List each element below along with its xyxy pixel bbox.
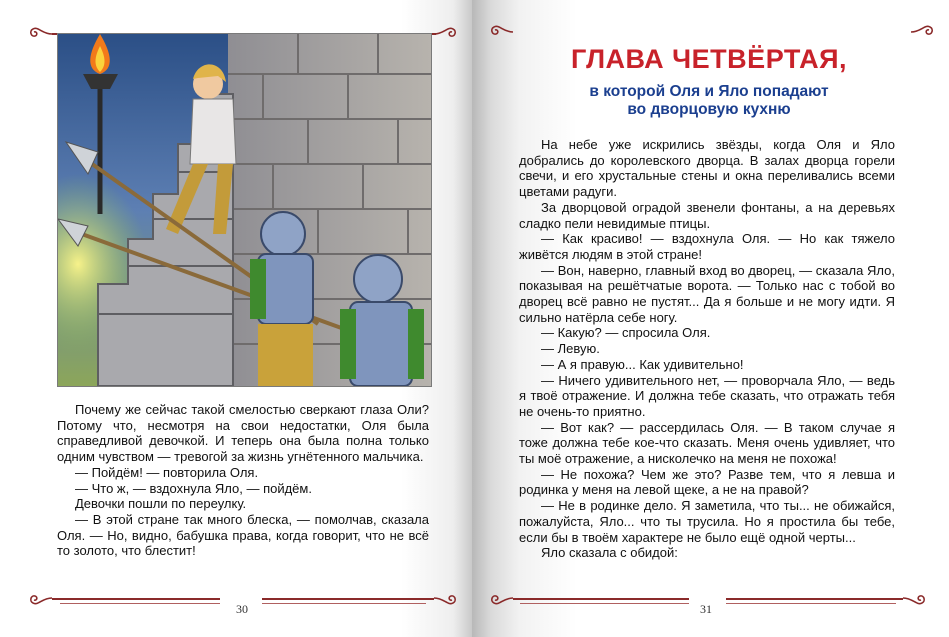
illustration-scene: [58, 34, 431, 386]
paragraph: — Вон, наверно, главный вход во дворец, — сказала Яло, показывая на решётчатые ворота. — Только нас с тобой во дворец всё равно не пустят... Да я больше и не могу идти. Я сильно натёрла себе ногу.: [519, 262, 895, 325]
chapter-title: ГЛАВА ЧЕТВЁРТАЯ,: [570, 44, 848, 74]
page-number: 30: [236, 602, 248, 616]
left-page-text: [57, 402, 429, 559]
paragraph: — Ничего удивительного нет, — проворчала Яло, — ведь я твоё отражение. И должна тебе сказать, что отражать тебя не очень-то приятно.: [519, 372, 895, 419]
frame-bottom-right-thin: [262, 603, 426, 604]
paragraph: — Как красиво! — вздохнула Оля. — Но как тяжело живётся людям в этой стране!: [519, 231, 895, 262]
corner-ornament-icon: [909, 22, 935, 42]
paragraph: — Не похожа? Чем же это? Разве тем, что я левша и родинка у меня на левой щеке, а не на правой?: [519, 466, 895, 498]
chapter-subtitle-line1: в которой Оля и Яло попадают: [589, 83, 829, 100]
chapter-subtitle-line2: во дворцовую кухню: [627, 101, 791, 118]
corner-ornament-icon: [432, 588, 458, 608]
page-number: 31: [700, 602, 712, 616]
corner-ornament-icon: [489, 22, 515, 42]
right-page-text: [519, 137, 895, 561]
paragraph: — Какую? — спросила Оля.: [541, 325, 711, 341]
frame-bottom-right: [726, 598, 903, 600]
paragraph: Девочки пошли по переулку.: [75, 496, 247, 512]
paragraph: — Пойдём! — повторила Оля.: [75, 464, 259, 480]
paragraph: На небе уже искрились звёзды, когда Оля и Яло добрались до королевского дворца. В залах дворца горели свечи, и его хрустальные стены и окна переливались всеми цветами радуги.: [519, 137, 895, 200]
corner-ornament-icon: [28, 588, 54, 608]
paragraph: Яло сказала с обидой:: [541, 545, 678, 561]
frame-bottom-left: [52, 598, 220, 600]
corner-ornament-icon: [28, 24, 54, 44]
paragraph: — Левую.: [541, 341, 600, 357]
frame-bottom-left-thin: [520, 603, 689, 604]
paragraph: Почему же сейчас такой смелостью сверкают глаза Оли? Потому что, несмотря на свои недостатки, Оля была справедливой девочкой. И теперь она была полна только одним чувством — тревогой за жизнь угнётенного мальчика.: [57, 402, 429, 465]
frame-bottom-right-thin: [726, 603, 896, 604]
corner-ornament-icon: [489, 588, 515, 608]
paragraph: — Вот как? — рассердилась Оля. — В таком случае я тоже должна тебе кое-что сказать. Меня очень удивляет, что ты моё отражение, а нисколечко на меня не похожа!: [519, 419, 895, 467]
paragraph: — Не в родинке дело. Я заметила, что ты... не обижайся, пожалуйста, Яло... что ты трусила. Но я простила бы тебе, если бы в твоём характере не было ещё одной черты...: [519, 498, 895, 545]
corner-ornament-icon: [901, 588, 927, 608]
frame-bottom-left-thin: [60, 603, 220, 604]
frame-bottom-right: [262, 598, 434, 600]
frame-bottom-left: [513, 598, 689, 600]
illustration-tower-stairs-guards: [57, 33, 432, 387]
left-page: [0, 0, 472, 637]
paragraph: — В этой стране так много блеска, — помолчав, сказала Оля. — Но, видно, бабушка права, когда говорит, что не всё то золото, что блестит!: [57, 511, 429, 559]
paragraph: За дворцовой оградой звенели фонтаны, а на деревьях сладко пели невидимые птицы.: [519, 199, 895, 231]
paragraph: — А я правую... Как удивительно!: [541, 356, 744, 372]
paragraph: — Что ж, — вздохнула Яло, — пойдём.: [75, 480, 312, 496]
